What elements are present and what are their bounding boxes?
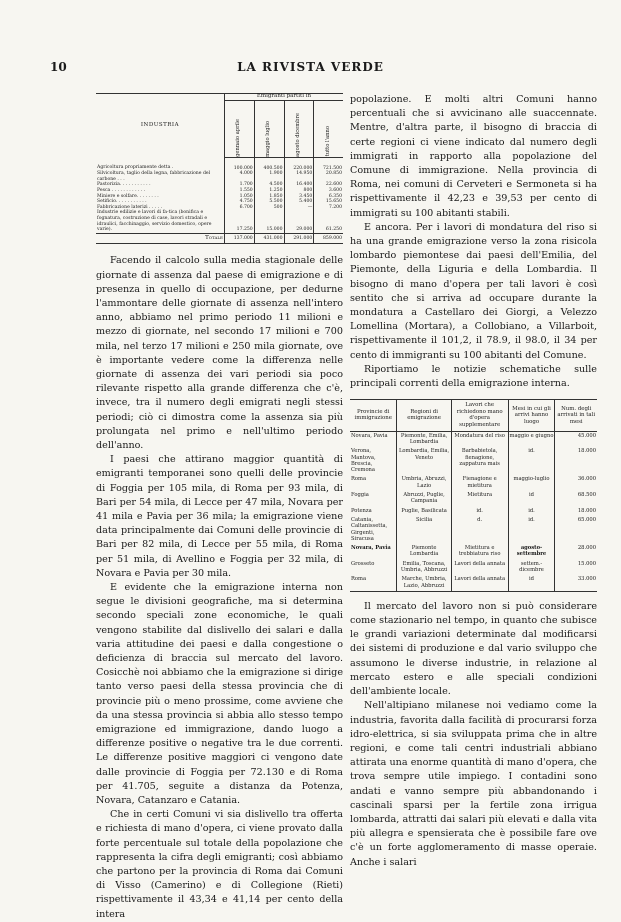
col-header-month: gennaio aprile xyxy=(224,100,254,157)
left-column xyxy=(96,93,343,922)
right-column xyxy=(350,93,597,870)
table-row: Fabbricazione laterizi . . . . . 6.700 500 — 7.200 xyxy=(97,204,342,210)
table-row: Industrie edilizie e lavori di fa-tica (bonifica e fognatura, costruzione di case, lavori stradali e idraulici, facchinaggio, servizio domestico, opere varie). 17.250 15.000 29.000 61.250 xyxy=(97,210,342,233)
table-row: Verona, Mantova, Brescia, Cremona Lombardia, Emilia, Veneto Barbabietola, fienagione, zappatura mais id. 18.000 xyxy=(350,447,597,475)
col-header: Lavori che richiedono mano d'opera supplementare xyxy=(451,400,508,431)
paragraph: popolazione. E molti altri Comuni hanno percentuali che si avvicinano alle suaccennate. Mentre, d'altra parte, il bisogno di braccia di certe regioni ci viene indicato dal numero degli immigrati in rapporto alla popolazione del Comune di immigrazione. Nella provincia di Roma, nei comuni di Cerveteri e Sermoneta si ha rispettivamente il 42,23 e 39,53 per cento di immigrati su 100 abitanti stabili. xyxy=(350,94,597,219)
col-header-industria: INDUSTRIA xyxy=(96,94,224,158)
table-row: Pesca . . . . . . . . . . . . 1.550 1.250 800 3.600 xyxy=(97,187,342,193)
table-row: Novara, Pavia Piemonte Lombardia Mietitura e trebbiatura riso agosto-settembre 28.000 xyxy=(350,544,597,560)
industry-emigrants-table xyxy=(96,93,343,244)
paragraph: E evidente che la emigrazione interna non segue le divisioni geografiche, ma si determina secondo speciali zone economiche, le quali vengono stabilite dal dislivello dei salari e dalla varia attitudine dei paesi e dalla congestione o deficienza di braccia sul mercato del lavoro. Cosicchè noi abbiamo che la emigrazione si dirige tanto verso paesi della stessa provincia che di provincie più o meno prossime, come avviene che da una stessa provincia si abbia allo stesso tempo emigrazione ed immigrazione, dando luogo a differenze positive o negative tra le due correnti. Le differenze positive maggiori ci vengono date dalle provincie di Foggia per 72.130 e di Roma per 41.705, seguite a distanza da Potenza, Novara, Catanzaro e Catania. xyxy=(96,581,343,807)
col-header: Mesi in cui gli arrivi hanno luogo xyxy=(508,400,555,431)
col-header-group: Emigranti partiti in xyxy=(224,94,343,101)
table-row: Grosseto Emilia, Toscana, Umbria, Abbruzzi Lavori della annata settem.-dicembre 15.000 xyxy=(350,560,597,576)
table-row: Setificio. . . . . . . . . . . 4.750 5.500 5.400 15.650 xyxy=(97,199,342,205)
col-header-month: maggio luglio xyxy=(254,100,284,157)
col-header: Provincie di immigrazione xyxy=(350,400,397,431)
paragraph: Riportiamo le notizie schematiche sulle principali correnti della emigrazione interna. xyxy=(350,363,597,390)
internal-migration-table xyxy=(350,399,597,592)
paragraph: Nell'altipiano milanese noi vediamo come la industria, favorita dalla facilità di procurarsi forza idro-elettrica, si sia sviluppata prima che in altre regioni, e come tali centri industriali abbiano attirata una enorme quantità di mano d'opera, che trova sempre utile impiego. I contadini sono andati e vanno sempre più abbandonando i cascinali sparsi per la fertile zona irrigua lombarda, attratti dai salari più elevati e dalla vita più allegra e spensierata che è possibile fare ove c'è un forte agglomeramento di masse operaie. Anche i salari xyxy=(350,700,597,868)
col-header-month: agosto dicembre xyxy=(284,100,314,157)
page-number: 10 xyxy=(50,60,67,74)
paragraph: Facendo il calcolo sulla media stagionale delle giornate di assenza dal paese di emigrazione e di presenza in quello di occupazione, per dedurne l'ammontare delle giornate di assenza nell'intero anno, abbiamo nel primo periodo 11 milioni e mezzo di giornate, nel secondo 17 milioni e 700 mila, nel terzo 17 milioni e 250 mila giornate, ove è importante vedere come la differenza nelle giornate di assenza dei vari periodi sia poco rilevante rispetto alla grande differenza che c'è, invece, tra il numero degli emigrati negli stessi periodi; ciò ci dimostra come la assenza sia più prolungata nel primo e nell'ultimo periodo dell'anno. xyxy=(96,255,343,451)
table-row: Novara, Pavia Piemonte, Emilia, Lombardia Mondatura del riso maggio e giugno 45.000 xyxy=(350,431,597,447)
table-total-row: Totale 137.000 431.000 291.000 859.000 xyxy=(96,233,343,244)
paragraph: Il mercato del lavoro non si può considerare come stazionario nel tempo, in quanto che subisce le grandi variazioni determinate dal modificarsi dei sistemi di produzione e dal vario sviluppo che assumono le diverse industrie, in relazione al mercato estero e alle speciali condizioni dell'ambiente locale. xyxy=(350,600,597,698)
table-row: Pastorizia. . . . . . . . . . . 1.700 4.500 16.400 22.600 xyxy=(97,182,342,188)
table-row: Potenza Puglie, Basilicata id. id. 18.000 xyxy=(350,507,597,516)
paragraph: E ancora. Per i lavori di mondatura del riso si ha una grande emigrazione verso la zona risicola lombardo piemontese dai paesi dell'Emilia, del Piemonte, della Liguria e della Lombardia. Il bisogno di mano d'opera per tali lavori è così sentito che si arriva ad occupare durante la mondatura a Castellaro dei Giorgi, a Velezzo Lomellina (Mortara), a Collobiano, a Villarboit, rispettivamente il 101,2, il 78.9, il 98.0, il 34 per cento di immigranti su 100 abitanti del Comune. xyxy=(350,221,597,361)
col-header: Regioni di emigrazione xyxy=(397,400,451,431)
table-row: Roma Marche, Umbria, Lazio, Abbruzzi Lavori della annata id 33.000 xyxy=(350,575,597,591)
col-header-month: tutto l'anno xyxy=(314,100,343,157)
col-header: Num. degli arrivati in tali mesi xyxy=(555,400,597,431)
paragraph: I paesi che attirano maggior quantità di emigranti temporanei sono quelli delle provincie di Foggia per 105 mila, di Roma per 93 mila, di Bari per 54 mila, di Lecce per 47 mila, Novara per 41 mila e Pavia per 36 mila; la emigrazione viene data principalmente dai Comuni delle provincie di Bari per 82 mila, di Lecce per 55 mila, di Roma per 51 mila, di Avellino e Foggia per 32 mila, di Novara e Pavia per 30 mila. xyxy=(96,454,343,579)
table-row: Silvicoltura, taglio della legna, fabbricazione del carbone . . . 4.000 1.900 14.950 20.850 xyxy=(97,171,342,182)
table-row: Miniere e solfare. . . . . . . . 1.050 1.850 3.450 6.350 xyxy=(97,193,342,199)
paragraph: Che in certi Comuni vi sia dislivello tra offerta e richiesta di mano d'opera, ci viene provato dalla forte percentuale sul totale della popolazione che rappresenta la cifra degli emigranti; così abbiamo che partono per la provincia di Roma dai Comuni di Visso (Camerino) e di Collegione (Rieti) rispettivamente il 43,34 e 41,14 per cento della intera xyxy=(96,809,343,920)
table-row: Agricoltura propriamente detta . 100.000 400.500 220.000 721.500 xyxy=(96,157,343,171)
table-row: Catania, Caltanissetta, Girgenti, Siracusa Sicilia d. id. 65.000 xyxy=(350,516,597,544)
table-row: Roma Umbria, Abruzzi, Lazio Fienagione e mietitura maggio-luglio 36.000 xyxy=(350,475,597,491)
running-head-title: LA RIVISTA VERDE xyxy=(237,60,384,74)
table-row: Foggia Abruzzi, Puglie, Campania Mietitura id 68.500 xyxy=(350,491,597,507)
